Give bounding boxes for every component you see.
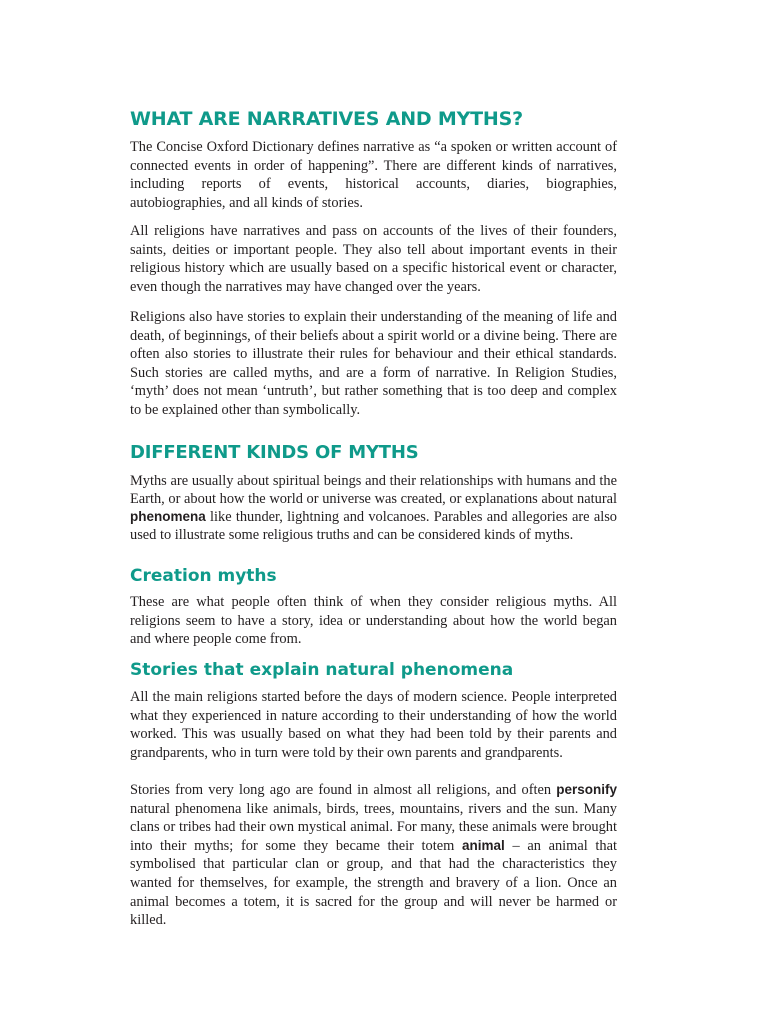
paragraph-totem-animals <box>130 781 617 930</box>
paragraph-kinds-of-myths <box>130 472 617 544</box>
subheading-creation-myths: Creation myths <box>130 566 277 586</box>
text-segment: natural phenomena like animals, birds, trees, mountains, rivers and the sun. Many clans or tribes had their own mystical animal. For many, these animals were brought into their myths; for some they became their totem <box>130 800 617 854</box>
paragraph-myths-explained: Religions also have stories to explain their understanding of the meaning of life and death, of beginnings, of their beliefs about a spirit world or a divine being. There are often also stories to illustrate their rules for behaviour and their ethical standards. Such stories are called myths, and are a form of narrative. In Religion Studies, ‘myth’ does not mean ‘untruth’, but rather something that is too deep and complex to be explained other than symbolically. <box>130 309 617 418</box>
key-term-phenomena: phenomena <box>130 509 206 524</box>
key-term-animal: animal <box>462 837 505 853</box>
subheading-natural-phenomena: Stories that explain natural phenomena <box>130 660 514 680</box>
section-heading-kinds-of-myths: DIFFERENT KINDS OF MYTHS <box>130 442 419 463</box>
text-segment: like thunder, lightning and volcanoes. Parables and allegories are also used to illustrate some religious truths and can be considered kinds of myths. <box>130 509 617 543</box>
text-segment: Myths are usually about spiritual beings and their relationships with humans and the Earth, or about how the world or universe was created, or explanations about natural <box>130 473 617 507</box>
key-term-personify: personify <box>556 782 617 797</box>
text-segment: Stories from very long ago are found in almost all religions, and often <box>130 782 557 798</box>
paragraph-creation-myths: These are what people often think of when they consider religious myths. All religions seem to have a story, idea or understanding about how the world began and where people come from. <box>130 594 617 648</box>
main-heading: WHAT ARE NARRATIVES AND MYTHS? <box>130 108 523 130</box>
text-segment: – an animal that symbolised that particular clan or group, and that had the characteristics they wanted for themselves, for example, the strength and bravery of a lion. Once an animal becomes a totem, it is sacred for the group and will never be harmed or killed. <box>130 837 617 929</box>
paragraph-modern-science: All the main religions started before the days of modern science. People interpreted what they experienced in nature according to their understanding of how the world worked. This was usually based on what they had been told by their parents and grandparents, who in turn were told by their own parents and grandparents. <box>130 689 617 761</box>
paragraph-religious-narratives: All religions have narratives and pass on accounts of the lives of their founders, saints, deities or important people. They also tell about important events in their religious history which are usually based on a specific historical event or character, even though the narratives may have changed over the years. <box>130 223 617 295</box>
paragraph-narrative-definition: The Concise Oxford Dictionary defines narrative as “a spoken or written account of connected events in order of happening”. There are different kinds of narratives, including reports of events, historical accounts, diaries, biographies, autobiographies, and all kinds of stories. <box>130 139 617 211</box>
